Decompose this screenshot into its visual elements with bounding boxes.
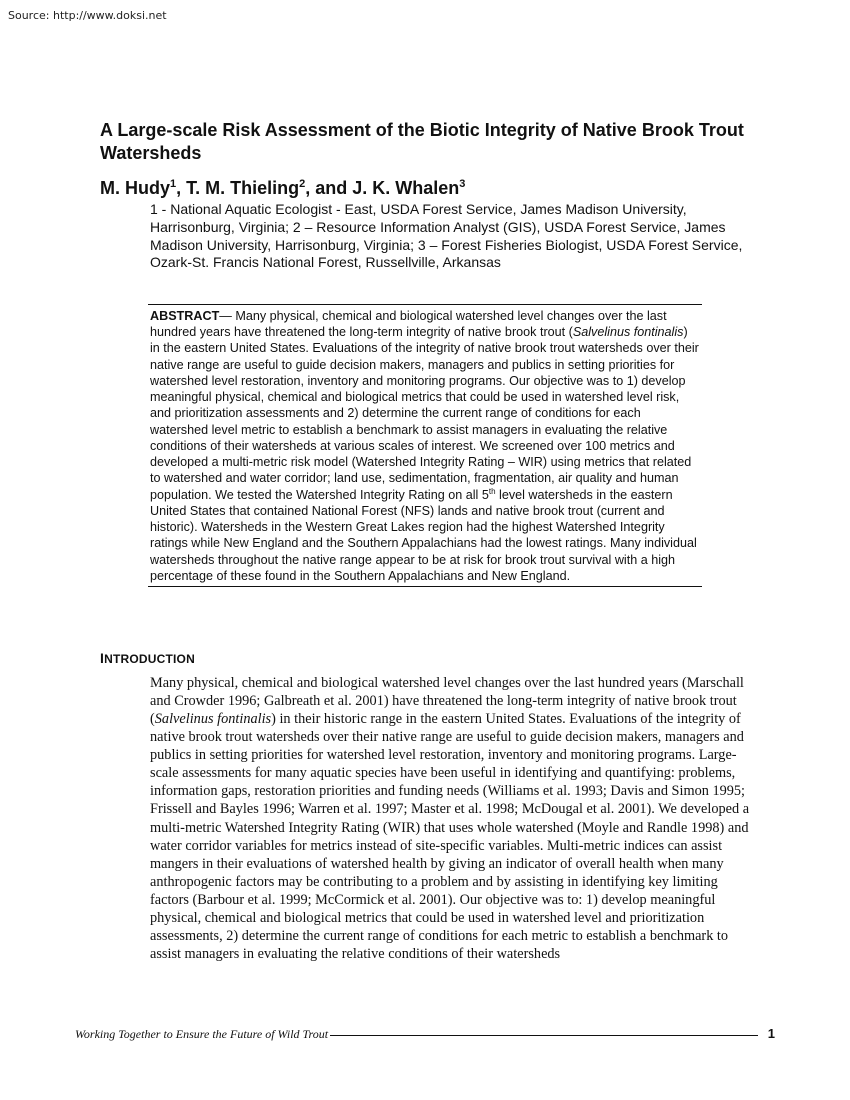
- author-separator: , and: [305, 178, 353, 198]
- author-affiliation-mark: 1: [170, 178, 177, 190]
- abstract-label: ABSTRACT: [150, 309, 220, 323]
- author-name: T. M. Thieling: [186, 178, 300, 198]
- introduction-heading-initial: I: [100, 650, 105, 666]
- affiliations: 1 - National Aquatic Ecologist - East, USDA Forest Service, James Madison University, Harrisonburg, Virginia; 2 – Resource Information Analyst (GIS), USDA Forest Service, James Madison University, Harrisonburg, Virginia; 3 – Forest Fisheries Biologist, USDA Forest Service, Ozark-St. Francis National Forest, Russellville, Arkansas: [150, 201, 743, 271]
- footer-rule: [330, 1035, 758, 1036]
- author-affiliation-mark: 3: [459, 178, 466, 190]
- page-footer: [75, 1026, 775, 1042]
- author-name: M. Hudy: [100, 178, 170, 198]
- abstract-box: [148, 304, 702, 587]
- introduction-heading: [100, 650, 195, 666]
- introduction-text: Many physical, chemical and biological watershed level changes over the last hundred years (Marschall and Crowder 1996; Galbreath et al. 2001) have threatened the long-term integrity of native brook trout (: [150, 675, 744, 728]
- introduction-heading-rest: NTRODUCTION: [104, 652, 195, 666]
- abstract-text: level watersheds in the eastern United States that contained National Forest (NFS) lands and native brook trout (current and historic). Watersheds in the Western Great Lakes region had the highest Watershed Integrity ratings while New England and the Southern Appalachians had the lowest ratings. Many individual watersheds throughout the native range appear to be at risk for brook trout survival with a high percentage of these found in the Southern Appalachians and New England.: [150, 487, 697, 583]
- abstract-species-name: Salvelinus fontinalis: [572, 325, 684, 340]
- author-list: [100, 178, 465, 200]
- introduction-text: ) in their historic range in the eastern United States. Evaluations of the integrity of native brook trout watersheds over their native range are useful to guide decision makers, managers and publics in setting priorities for watershed level restoration, inventory and monitoring programs. Large-scale assessments for many aquatic species have been useful in identifying and quantifying: problems, information gaps, restoration priorities and funding needs (Williams et al. 1993; Davis and Simon 1995; Frissell and Bayles 1996; Warren et al. 1997; Master et al. 1998; McDougal et al. 2001). We developed a multi-metric Watershed Integrity Rating (WIR) that uses whole watershed (Moyle and Randle 1998) and water corridor variables for metrics instead of site-specific variables. Multi-metric indices can assist mangers in their evaluations of watershed health by giving an indicator of overall health when many anthropogenic factors may be contributing to a problem and by assisting in identifying key limiting factors (Barbour et al. 1999; McCormick et al. 2001). Our objective was to: 1) develop meaningful physical, chemical and biological metrics that could be used in watershed level and prioritization assessments, 2) determine the current range of conditions for each metric to establish a benchmark to assist managers in evaluating the relative conditions of their watersheds: [150, 711, 750, 962]
- author-separator: ,: [176, 178, 187, 198]
- abstract-text: ) in the eastern United States. Evaluations of the integrity of native brook trout watersheds over their native range are useful to guide decision makers, managers and publics in setting priorities for watershed level restoration, inventory and monitoring programs. Our objective was to 1) develop meaningful physical, chemical and biological metrics that could be used in watershed level risk, and prioritization assessments and 2) determine the current range of conditions for each watershed level metric to establish a benchmark to assist managers in evaluating the relative conditions of their watersheds at various scales of interest. We screened over 100 metrics and developed a multi-metric risk model (Watershed Integrity Rating – WIR) using metrics that related to watershed and water corridor; land use, sedimentation, fragmentation, air quality and human population. We tested the Watershed Integrity Rating on all 5: [150, 325, 699, 502]
- footer-text: Working Together to Ensure the Future of Wild Trout: [75, 1027, 329, 1041]
- introduction-species-name: Salvelinus fontinalis: [154, 711, 272, 728]
- introduction-body: [150, 674, 750, 963]
- abstract-text: — Many physical, chemical and biological watershed level changes over the last hundred years have threatened the long-term integrity of native brook trout (: [150, 309, 667, 340]
- page-number: 1: [767, 1026, 775, 1041]
- source-line: Source: http://www.doksi.net: [8, 9, 167, 22]
- paper-title: A Large-scale Risk Assessment of the Biotic Integrity of Native Brook Trout Watersheds: [100, 120, 744, 164]
- author-name: J. K. Whalen: [352, 178, 460, 198]
- abstract-superscript: th: [488, 486, 496, 496]
- author-affiliation-mark: 2: [299, 178, 306, 190]
